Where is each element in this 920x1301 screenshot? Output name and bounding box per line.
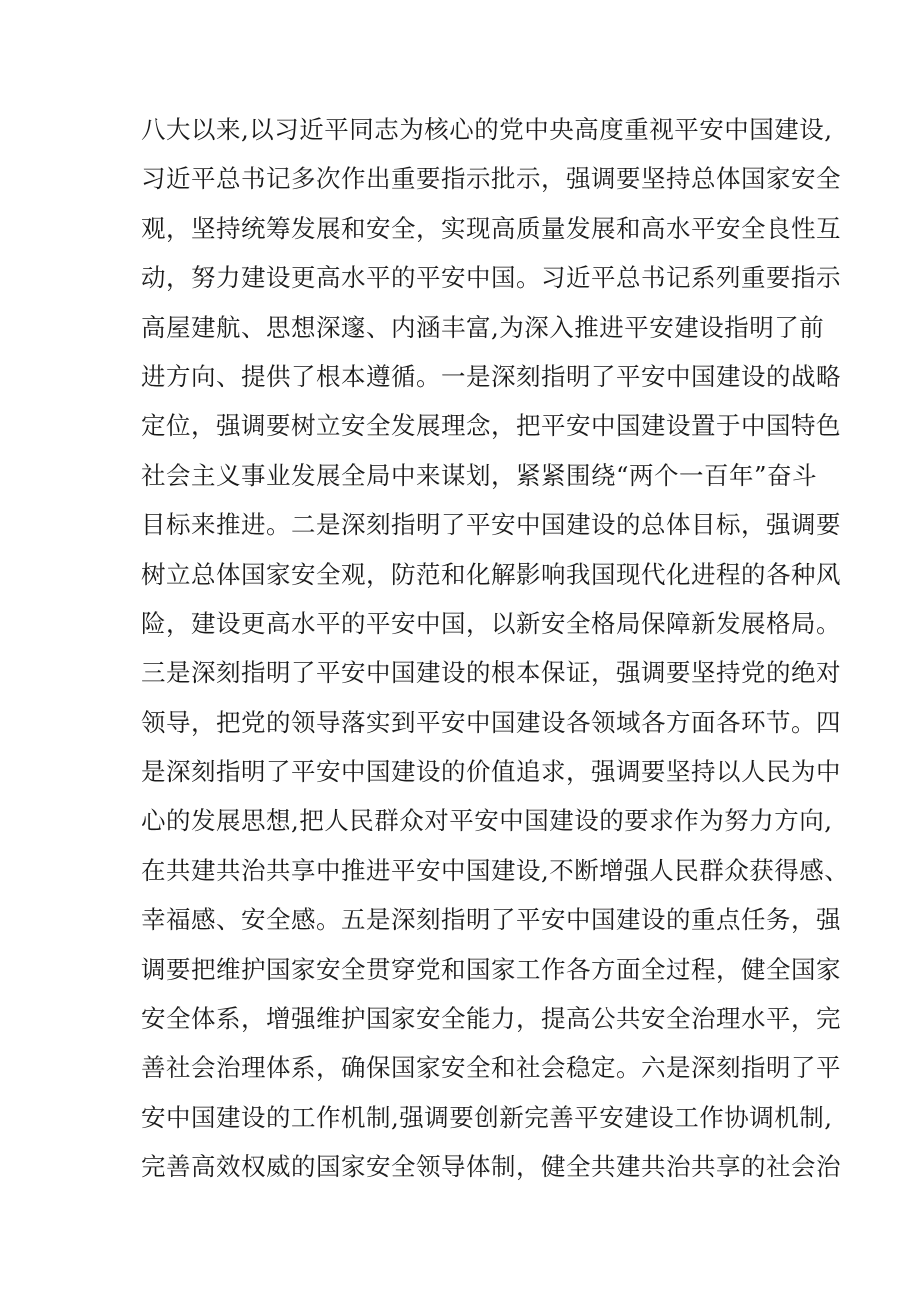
text-line: 险，建设更高水平的平安中国，以新安全格局保障新发展格局。 xyxy=(141,608,841,638)
text-line: 定位，强调要树立安全发展理念，把平安中国建设置于中国特色 xyxy=(141,411,841,441)
text-line: 三是深刻指明了平安中国建设的根本保证，强调要坚持党的绝对 xyxy=(141,658,841,688)
text-line: 观，坚持统筹发展和安全，实现高质量发展和高水平安全良性互 xyxy=(141,213,841,243)
text-line: 安中国建设的工作机制,强调要创新完善平安建设工作协调机制, xyxy=(141,1102,833,1132)
text-line: 心的发展思想,把人民群众对平安中国建设的要求作为努力方向, xyxy=(141,806,833,836)
text-line: 领导，把党的领导落实到平安中国建设各领域各方面各环节。四 xyxy=(141,707,841,737)
text-line: 安全体系，增强维护国家安全能力，提高公共安全治理水平，完 xyxy=(141,1004,841,1034)
text-line: 在共建共治共享中推进平安中国建设,不断增强人民群众获得感、 xyxy=(141,855,850,885)
body-paragraph xyxy=(141,105,850,1192)
text-line: 调要把维护国家安全贯穿党和国家工作各方面全过程，健全国家 xyxy=(141,954,841,984)
text-line: 善社会治理体系，确保国家安全和社会稳定。六是深刻指明了平 xyxy=(141,1053,841,1083)
text-line: 是深刻指明了平安中国建设的价值追求，强调要坚持以人民为中 xyxy=(141,757,841,787)
text-line: 高屋建航、思想深邃、内涵丰富,为深入推进平安建设指明了前 xyxy=(141,312,825,342)
text-line: 习近平总书记多次作出重要指示批示，强调要坚持总体国家安全 xyxy=(141,164,841,194)
text-line: 进方向、提供了根本遵循。一是深刻指明了平安中国建设的战略 xyxy=(141,361,841,391)
text-line: 社会主义事业发展全局中来谋划，紧紧围绕“两个一百年”奋斗 xyxy=(141,460,818,490)
text-line: 树立总体国家安全观，防范和化解影响我国现代化进程的各种风 xyxy=(141,559,841,589)
text-line: 动，努力建设更高水平的平安中国。习近平总书记系列重要指示 xyxy=(141,263,841,293)
text-line: 八大以来,以习近平同志为核心的党中央高度重视平安中国建设, xyxy=(141,115,833,144)
text-line: 幸福感、安全感。五是深刻指明了平安中国建设的重点任务，强 xyxy=(141,905,841,935)
text-line: 完善高效权威的国家安全领导体制，健全共建共治共享的社会治 xyxy=(141,1152,841,1182)
text-line: 目标来推进。二是深刻指明了平安中国建设的总体目标，强调要 xyxy=(141,510,841,540)
